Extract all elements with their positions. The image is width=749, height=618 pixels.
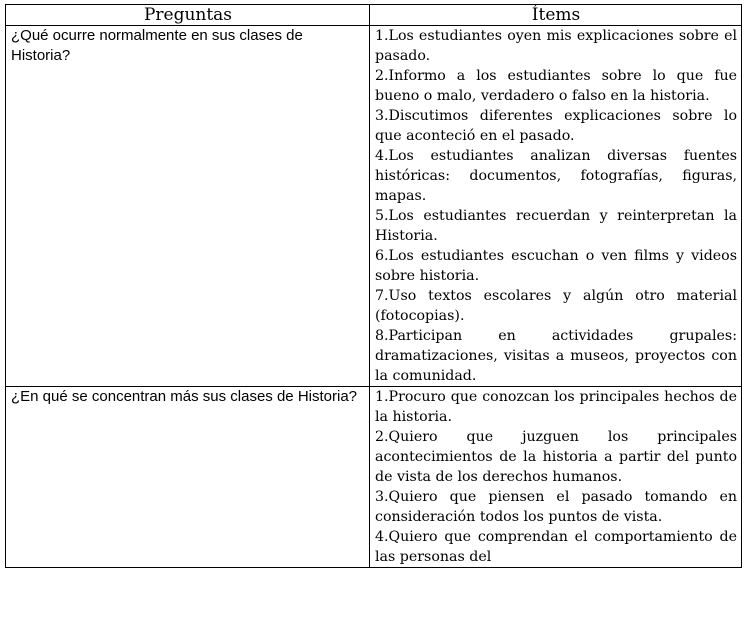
questions-items-table bbox=[5, 4, 742, 568]
header-items: Ítems bbox=[370, 5, 742, 26]
header-row bbox=[6, 5, 742, 26]
items-cell bbox=[370, 26, 742, 387]
item-text: 6.Los estudiantes escuchan o ven films y videos sobre historia. bbox=[375, 248, 737, 284]
item-text: 7.Uso textos escolares y algún otro material (fotocopias). bbox=[375, 288, 737, 324]
item-text: 4.Quiero que comprendan el comportamiento de las personas del bbox=[375, 529, 737, 565]
items-cell bbox=[370, 387, 742, 568]
item-text: 3.Quiero que piensen el pasado tomando en consideración todos los puntos de vista. bbox=[375, 489, 737, 525]
item-text: 5.Los estudiantes recuerdan y reinterpretan la Historia. bbox=[375, 208, 737, 244]
item-text: 4.Los estudiantes analizan diversas fuentes históricas: documentos, fotografías, figuras, mapas. bbox=[375, 148, 737, 204]
question-cell: ¿Qué ocurre normalmente en sus clases de Historia? bbox=[6, 26, 370, 387]
item-text: 8.Participan en actividades grupales: dramatizaciones, visitas a museos, proyectos con la comunidad. bbox=[375, 328, 737, 384]
header-questions: Preguntas bbox=[6, 5, 370, 26]
item-text: 2.Informo a los estudiantes sobre lo que fue bueno o malo, verdadero o falso en la historia. bbox=[375, 68, 737, 104]
item-text: 1.Los estudiantes oyen mis explicaciones sobre el pasado. bbox=[375, 28, 737, 64]
item-text: 2.Quiero que juzguen los principales acontecimientos de la historia a partir del punto de vista de los derechos humanos. bbox=[375, 429, 737, 485]
question-cell: ¿En qué se concentran más sus clases de Historia? bbox=[6, 387, 370, 568]
item-text: 3.Discutimos diferentes explicaciones sobre lo que aconteció en el pasado. bbox=[375, 108, 737, 144]
table-row bbox=[6, 387, 742, 568]
item-text: 1.Procuro que conozcan los principales hechos de la historia. bbox=[375, 389, 737, 425]
table-row bbox=[6, 26, 742, 387]
